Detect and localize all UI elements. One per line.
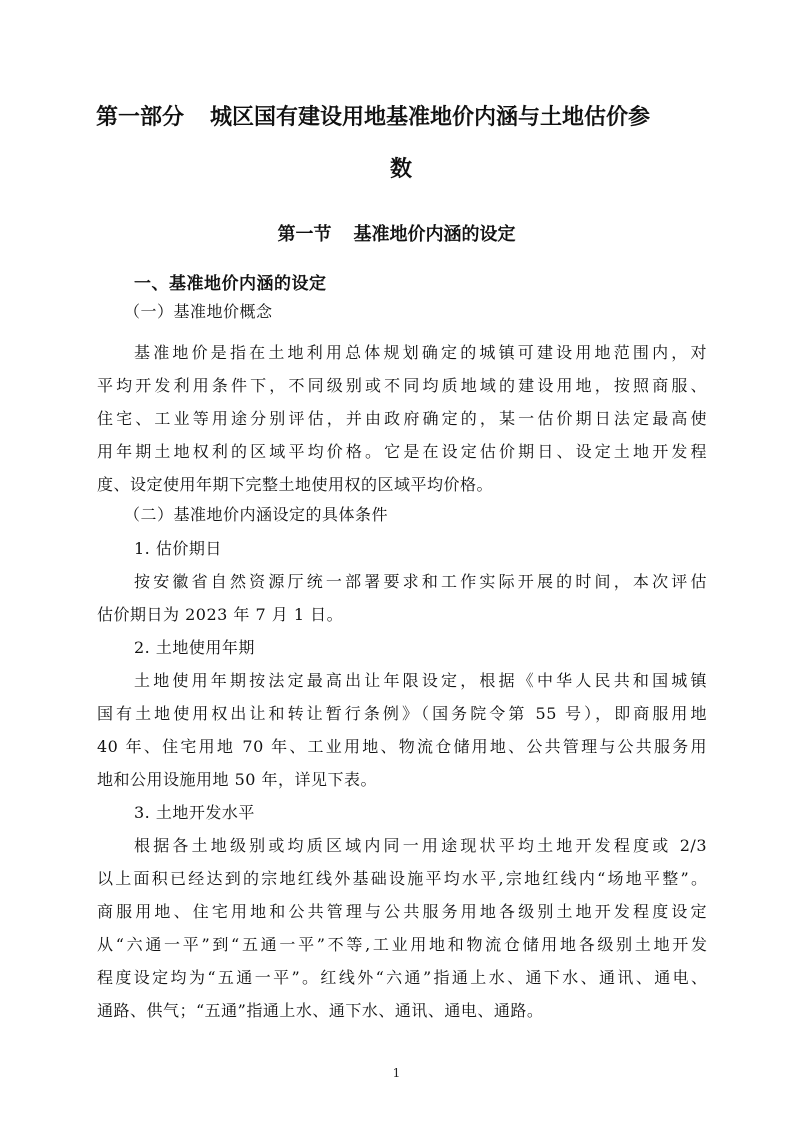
item-heading-development-level: 3. 土地开发水平: [134, 803, 255, 822]
paragraph-line: 基准地价是指在土地利用总体规划确定的城镇可建设用地范围内，对: [134, 343, 707, 362]
section-label: 第一节: [277, 224, 332, 245]
subheading-concept: （一）基准地价概念: [124, 302, 273, 321]
item-heading-valuation-date: 1. 估价期日: [134, 539, 222, 558]
part-label: 第一部分: [96, 105, 185, 130]
part-title-line-1: [96, 92, 706, 144]
paragraph-line: 国有土地使用权出让和转让暂行条例》（国务院令第 55 号），即商服用地: [97, 704, 707, 723]
paragraph-line: 地和公用设施用地 50 年，详见下表。: [97, 770, 378, 789]
section-title-text: 基准地价内涵的设定: [353, 224, 516, 245]
paragraph-line: 根据各土地级别或均质区域内同一用途现状平均土地开发程度或 2/3: [134, 836, 707, 855]
paragraph-line: 程度设定均为“五通一平”。红线外“六通”指通上水、通下水、通讯、通电、: [97, 968, 707, 987]
item-heading-land-use-term: 2. 土地使用年期: [134, 638, 255, 657]
paragraph-line: 从“六通一平”到“五通一平”不等,工业用地和物流仓储用地各级别土地开发: [97, 935, 707, 954]
paragraph-line: 以上面积已经达到的宗地红线外基础设施平均水平,宗地红线内“场地平整”。: [97, 869, 707, 888]
paragraph-line: 通路、供气；“五通”指通上水、通下水、通讯、通电、通路。: [97, 1001, 544, 1020]
paragraph-line: 40 年、住宅用地 70 年、工业用地、物流仓储用地、公共管理与公共服务用: [97, 737, 707, 756]
paragraph-line: 平均开发利用条件下，不同级别或不同均质地域的建设用地，按照商服、: [97, 376, 707, 395]
paragraph-line: 用年期土地权利的区域平均价格。它是在设定估价期日、设定土地开发程: [97, 442, 707, 461]
page-number: 1: [392, 1066, 401, 1080]
paragraph-line: 商服用地、住宅用地和公共管理与公共服务用地各级别土地开发程度设定: [97, 902, 707, 921]
part-title-line-2: 数: [389, 157, 412, 182]
part-title-text: 城区国有建设用地基准地价内涵与土地估价参: [210, 105, 651, 130]
paragraph-line: 按安徽省自然资源厅统一部署要求和工作实际开展的时间，本次评估: [134, 572, 707, 591]
subheading-conditions: （二）基准地价内涵设定的具体条件: [124, 505, 389, 524]
heading-1: 一、基准地价内涵的设定: [134, 274, 327, 294]
section-title: [0, 220, 793, 250]
part-title: [96, 92, 706, 196]
paragraph-line: 度、设定使用年期下完整土地使用权的区域平均价格。: [97, 475, 494, 494]
paragraph-line: 土地使用年期按法定最高出让年限设定，根据《中华人民共和国城镇: [134, 671, 707, 690]
paragraph-line: 估价期日为 2023 年 7 月 1 日。: [97, 605, 344, 624]
paragraph-line: 住宅、工业等用途分别评估，并由政府确定的，某一估价期日法定最高使: [97, 409, 707, 428]
